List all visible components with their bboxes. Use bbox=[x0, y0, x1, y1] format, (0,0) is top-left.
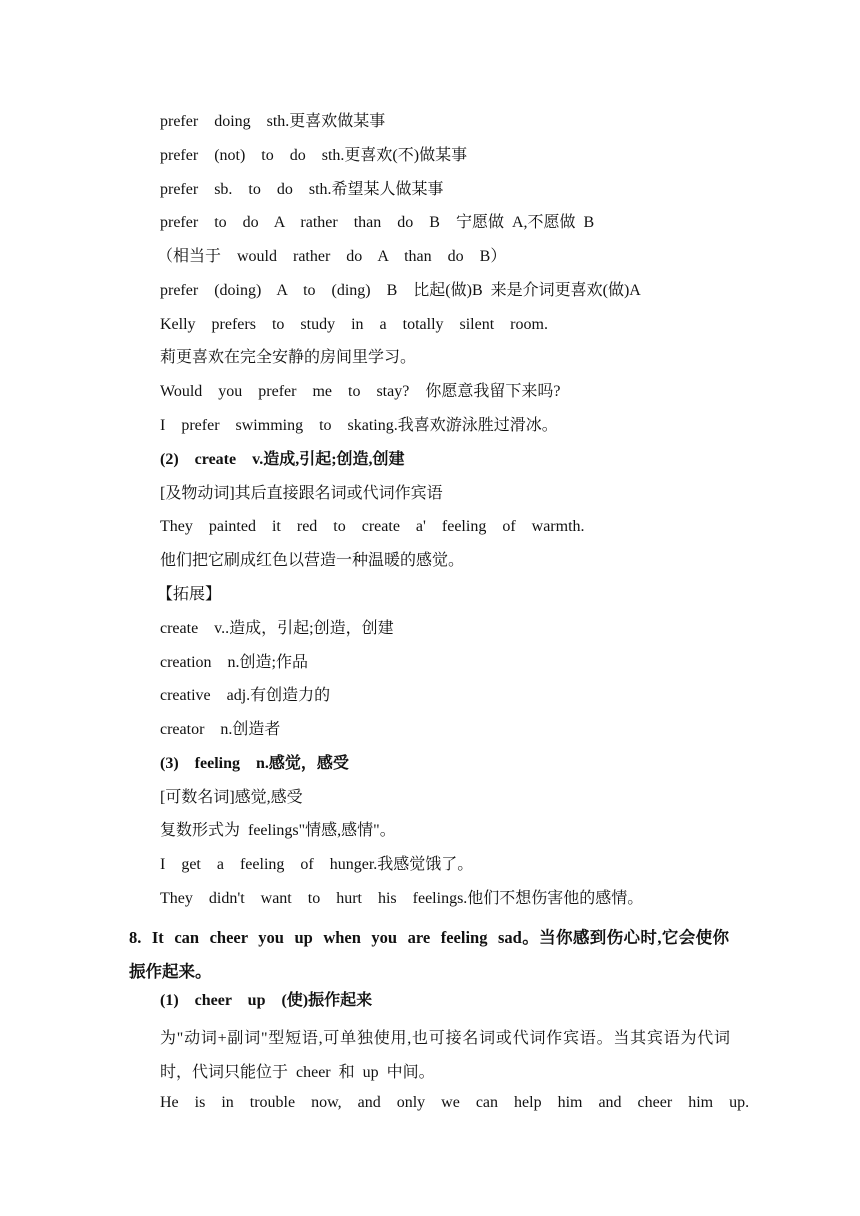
section-heading-create: (2) create v.造成,引起;创造,创建 bbox=[160, 451, 405, 468]
example-sentence: I get a feeling of hunger.我感觉饿了。 bbox=[160, 856, 474, 873]
text-line: creative adj.有创造力的 bbox=[160, 687, 331, 704]
text-line: prefer (not) to do sth.更喜欢(不)做某事 bbox=[160, 147, 468, 164]
text-line: （相当于 would rather do A than do B） bbox=[157, 248, 507, 265]
text-line: prefer (doing) A to (ding) B 比起(做)B 来是介词更喜欢(做)A bbox=[160, 282, 641, 299]
section-heading-feeling: (3) feeling n.感觉，感受 bbox=[160, 755, 349, 772]
example-sentence: They painted it red to create a' feeling of warmth. bbox=[160, 518, 585, 535]
text-line: creation n.创造;作品 bbox=[160, 654, 308, 671]
text-line: [及物动词]其后直接跟名词或代词作宾语 bbox=[160, 485, 443, 502]
expand-label: 【拓展】 bbox=[157, 586, 222, 603]
text-line: prefer to do A rather than do B 宁愿做 A,不愿做 B bbox=[160, 214, 595, 231]
text-line: creator n.创造者 bbox=[160, 721, 281, 738]
numbered-heading-8: 8. It can cheer you up when you are feeling sad。当你感到伤心时,它会使你振作起来。 bbox=[129, 928, 729, 981]
example-sentence: Would you prefer me to stay? 你愿意我留下来吗? bbox=[160, 383, 561, 400]
example-sentence: He is in trouble now, and only we can help him and cheer him up. bbox=[160, 1094, 750, 1111]
example-sentence: Kelly prefers to study in a totally silent room. bbox=[160, 316, 548, 333]
example-translation: 莉更喜欢在完全安静的房间里学习。 bbox=[160, 349, 417, 366]
example-translation: 他们把它刷成红色以营造一种温暖的感觉。 bbox=[160, 552, 465, 569]
text-line: create v..造成，引起;创造，创建 bbox=[160, 620, 394, 637]
example-sentence: I prefer swimming to skating.我喜欢游泳胜过滑冰。 bbox=[160, 417, 558, 434]
text-line: prefer sb. to do sth.希望某人做某事 bbox=[160, 181, 444, 198]
text-paragraph: 为"动词+副词"型短语,可单独使用,也可接名词或代词作宾语。当其宾语为代词时，代词只能位于 cheer 和 up 中间。 bbox=[160, 1030, 730, 1081]
text-line: prefer doing sth.更喜欢做某事 bbox=[160, 113, 386, 130]
text-line: 复数形式为 feelings"情感,感情"。 bbox=[160, 822, 396, 839]
section-heading-cheer-up: (1) cheer up (使)振作起来 bbox=[160, 992, 373, 1009]
text-line: [可数名词]感觉,感受 bbox=[160, 789, 303, 806]
example-sentence: They didn't want to hurt his feelings.他们不想伤害他的感情。 bbox=[160, 890, 644, 907]
